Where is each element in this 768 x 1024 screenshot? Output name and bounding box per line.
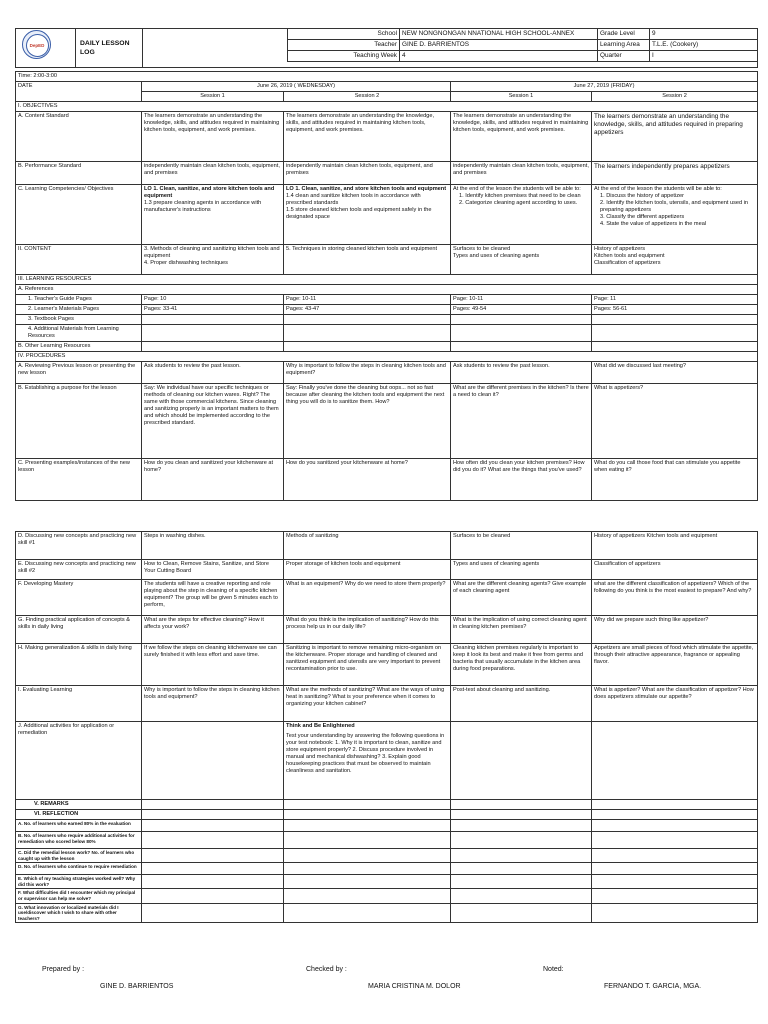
quarter-value: I bbox=[650, 51, 758, 62]
purpose-cell: What are the different premises in the kitchen? Is there a need to clean it? bbox=[451, 384, 592, 459]
learning-area-value: T.L.E. (Cookery) bbox=[650, 40, 758, 51]
school-label: School bbox=[288, 29, 400, 40]
date-label: DATE bbox=[16, 82, 142, 102]
procedures-heading: IV. PROCEDURES bbox=[16, 352, 758, 362]
competency-item: 1.4 clean and sanitize kitchen tools in accordance with prescribed standards bbox=[286, 193, 421, 206]
performance-standard-cell: The learners independently prepares appetizers bbox=[592, 162, 758, 185]
discussing-2-cell: Classification of appetizers bbox=[592, 560, 758, 580]
daily-lesson-log-title: DAILY LESSON LOG bbox=[76, 29, 143, 68]
evaluating-cell: What is appetizer? What are the classification of appetizer? How does appetizers stimulate our appetite? bbox=[592, 686, 758, 722]
competency-item: 2. Identify the kitchen tools, utensils, and equipment used in preparing appetizers bbox=[600, 200, 749, 213]
quarter-label: Quarter bbox=[598, 51, 650, 62]
teacher-value: GINE D. BARRIENTOS bbox=[400, 40, 598, 51]
competency-item: 1.5 store cleaned kitchen tools and equipment safely in the designated space bbox=[286, 207, 432, 220]
grade-level-value: 9 bbox=[650, 29, 758, 40]
reflection-item: E. Which of my teaching strategies worked well? Why did this work? bbox=[16, 875, 142, 889]
developing-mastery-cell: What is an equipment? Why do we need to store them properly? bbox=[284, 580, 451, 616]
content-cell: 3. Methods of cleaning and sanitizing kitchen tools and equipment 4. Proper dishwashing techniques bbox=[142, 245, 284, 275]
references-heading: A. References bbox=[16, 285, 758, 295]
reflection-label: VI. REFLECTION bbox=[16, 810, 142, 820]
teaching-week-value: 4 bbox=[400, 51, 598, 62]
presenting-cell: How do you clean and sanitized your kitchenware at home? bbox=[142, 459, 284, 501]
content-cell: 5. Techniques in storing cleaned kitchen tools and equipment bbox=[284, 245, 451, 275]
school-value: NEW NONGNONGAN NNATIONAL HIGH SCHOOL-ANNEX bbox=[400, 29, 598, 40]
content-standard-cell: The learners demonstrate an understanding the knowledge, skills, and attitudes required in maintaining kitchen tools, equipment, and work premises. bbox=[451, 112, 592, 162]
practical-application-cell: Why did we prepare such thing like appetizer? bbox=[592, 616, 758, 644]
teachers-guide-cell: Page: 10-11 bbox=[451, 295, 592, 305]
developing-mastery-cell: what are the different classification of appetizers? Which of the following do you think is the most easiest to prepare? And why? bbox=[592, 580, 758, 616]
learning-area-label: Learning Area bbox=[598, 40, 650, 51]
grade-level-label: Grade Level bbox=[598, 29, 650, 40]
other-resources-label: B. Other Learning Resources bbox=[16, 342, 142, 352]
session-2-label: Session 2 bbox=[592, 92, 758, 102]
competency-item: 3. Classify the different appetizers bbox=[600, 214, 685, 220]
reviewing-cell: What did we discussed last meeting? bbox=[592, 362, 758, 384]
teacher-label: Teacher bbox=[288, 40, 400, 51]
reflection-item: F. What difficulties did I encounter which my principal or supervisor can help me solve? bbox=[16, 889, 142, 903]
discussing-1-cell: Methods of sanitizing bbox=[284, 532, 451, 560]
discussing-1-cell: Steps in washing dishes. bbox=[142, 532, 284, 560]
date-friday: June 27, 2019 (FRIDAY) bbox=[451, 82, 758, 92]
reflection-item: A. No. of learners who earned 80% in the evaluation bbox=[16, 820, 142, 832]
presenting-cell: How do you sanitized your kitchenware at home? bbox=[284, 459, 451, 501]
generalization-label: H. Making generalization & skills in daily living bbox=[16, 644, 142, 686]
competencies-cell bbox=[284, 185, 451, 245]
practical-application-cell: What is the implication of using correct cleaning agent in cleaning kitchen premises? bbox=[451, 616, 592, 644]
evaluating-cell: Why is important to follow the steps in cleaning kitchen tools and equipment? bbox=[142, 686, 284, 722]
reviewing-cell: Ask students to review the past lesson. bbox=[142, 362, 284, 384]
discussing-1-cell: Surfaces to be cleaned bbox=[451, 532, 592, 560]
noted-name: FERNANDO T. GARCIA, MGA. bbox=[604, 983, 702, 990]
discussing-2-cell: Types and uses of cleaning agents bbox=[451, 560, 592, 580]
teaching-week-label: Teaching Week bbox=[288, 51, 400, 62]
generalization-cell: Cleaning kitchen premises regularly is important to keep it look its best and make it free from germs and bacteria that usually accumulate in the kitchen area during food preparations. bbox=[451, 644, 592, 686]
reviewing-cell: Ask students to review the past lesson. bbox=[451, 362, 592, 384]
reflection-item: C. Did the remedial lesson work? No. of learners who caught up with the lesson bbox=[16, 849, 142, 863]
lesson-table-page-1 bbox=[15, 71, 758, 501]
content-cell: Surfaces to be cleaned Types and uses of cleaning agents bbox=[451, 245, 592, 275]
competency-lo: LO 1. Clean, sanitize, and store kitchen tools and equipment bbox=[144, 186, 275, 199]
competencies-cell bbox=[142, 185, 284, 245]
performance-standard-cell: independently maintain clean kitchen tools, equipment, and premises bbox=[451, 162, 592, 185]
content-standard-label: A. Content Standard bbox=[16, 112, 142, 162]
header-table bbox=[15, 28, 758, 68]
competency-intro: At the end of the lesson the students will be able to: bbox=[594, 186, 722, 192]
teachers-guide-cell: Page: 10 bbox=[142, 295, 284, 305]
evaluating-cell: Post-test about cleaning and sanitizing. bbox=[451, 686, 592, 722]
deped-logo-text: DepED bbox=[29, 43, 45, 48]
practical-application-cell: What are the steps for effective cleaning? How it affects your work? bbox=[142, 616, 284, 644]
evaluating-cell: What are the methods of sanitizing? What are the ways of using heat in sanitizing? What is your preference when it comes to organizing your kitchen cabinet? bbox=[284, 686, 451, 722]
additional-activities-label: J. Additional activities for application or remediation bbox=[16, 722, 142, 800]
competency-item: 4. State the value of appetizers in the meal bbox=[600, 221, 707, 227]
discussing-1-label: D. Discussing new concepts and practicing new skill #1 bbox=[16, 532, 142, 560]
purpose-label: B. Establishing a purpose for the lesson bbox=[16, 384, 142, 459]
developing-mastery-label: F. Developing Mastery bbox=[16, 580, 142, 616]
presenting-cell: How often did you clean your kitchen premises? How did you do it? What are the things that you've used? bbox=[451, 459, 592, 501]
learners-materials-cell: Pages: 49-54 bbox=[451, 305, 592, 315]
reviewing-label: A. Reviewing Previous lesson or presenting the new lesson bbox=[16, 362, 142, 384]
performance-standard-cell: independently maintain clean kitchen tools, equipment, and premises bbox=[142, 162, 284, 185]
learners-materials-cell: Pages: 43-47 bbox=[284, 305, 451, 315]
discussing-2-cell: How to Clean, Remove Stains, Sanitize, and Store Your Cutting Board bbox=[142, 560, 284, 580]
reflection-item: B. No. of learners who require additional activities for remediation who scored below 80% bbox=[16, 832, 142, 849]
practical-application-label: G. Finding practical application of concepts & skills in daily living bbox=[16, 616, 142, 644]
learners-materials-cell: Pages: 33-41 bbox=[142, 305, 284, 315]
reflection-item: G. What innovation or localized materials did I use/discover which I wish to share with other teachers? bbox=[16, 903, 142, 923]
practical-application-cell: What do you think is the implication of sanitizing? How do this process help us in our daily life? bbox=[284, 616, 451, 644]
developing-mastery-cell: What are the different cleaning agents? Give example of each cleaning agent bbox=[451, 580, 592, 616]
additional-materials-label: 4. Additional Materials from Learning Resources bbox=[16, 325, 142, 342]
time-row: Time: 2:00-3:00 bbox=[16, 72, 758, 82]
learners-materials-label: 2. Learner's Materials Pages bbox=[16, 305, 142, 315]
content-standard-cell: The learners demonstrate an understanding the knowledge, skills, and attitudes required in maintaining kitchen tools, equipment, and work premises. bbox=[284, 112, 451, 162]
developing-mastery-cell: The students will have a creative reporting and role playing about the step in cleaning of a specific kitchen equipment? The group will be given 5 minutes each to perform, bbox=[142, 580, 284, 616]
evaluating-label: I. Evaluating Learning bbox=[16, 686, 142, 722]
teachers-guide-cell: Page: 10-11 bbox=[284, 295, 451, 305]
additional-activities-cell bbox=[284, 722, 451, 800]
content-cell: History of appetizers Kitchen tools and equipment Classification of appetizers bbox=[592, 245, 758, 275]
generalization-cell: If we follow the steps on cleaning kitchenware we can surely finished it with less effort and save time. bbox=[142, 644, 284, 686]
reviewing-cell: Why is important to follow the steps in cleaning kitchen tools and equipment? bbox=[284, 362, 451, 384]
checked-by-name: MARIA CRISTINA M. DOLOR bbox=[368, 983, 461, 990]
purpose-cell: Say: Finally you've done the cleaning but oops... not so fast because after cleaning the kitchen tools and equipment the next thing you will do is to sanitize them. How? bbox=[284, 384, 451, 459]
purpose-cell: What is appetizers? bbox=[592, 384, 758, 459]
think-title: Think and Be Enlightened bbox=[286, 723, 355, 729]
presenting-cell: What do you call those food that can stimulate you appetite when eating it? bbox=[592, 459, 758, 501]
presenting-label: C. Presenting examples/instances of the new lesson bbox=[16, 459, 142, 501]
teachers-guide-cell: Page: 11 bbox=[592, 295, 758, 305]
session-1-label: Session 1 bbox=[451, 92, 592, 102]
textbook-label: 3. Textbook Pages bbox=[16, 315, 142, 325]
performance-standard-label: B. Performance Standard bbox=[16, 162, 142, 185]
noted-label: Noted: bbox=[543, 966, 564, 973]
discussing-1-cell: History of appetizers Kitchen tools and equipment bbox=[592, 532, 758, 560]
performance-standard-cell: independently maintain clean kitchen tools, equipment, and premises bbox=[284, 162, 451, 185]
remarks-label: V. REMARKS bbox=[16, 800, 142, 810]
competency-intro: At the end of the lesson the students will be able to: bbox=[453, 186, 581, 192]
discussing-2-label: E. Discussing new concepts and practicing new skill #2 bbox=[16, 560, 142, 580]
checked-by-label: Checked by : bbox=[306, 966, 347, 973]
generalization-cell: Sanitizing is important to remove remaining micro-organism on the kitchenware. Proper storage and handling of cleaned and sanitized equipment and utensils are very important to prevent recontamination prior to use. bbox=[284, 644, 451, 686]
session-2-label: Session 2 bbox=[284, 92, 451, 102]
generalization-cell: Appetizers are small pieces of food which stimulate the appetite, through their attractive appearance, fragrance or appealing flavor. bbox=[592, 644, 758, 686]
date-wednesday: June 26, 2019 ( WEDNESDAY) bbox=[142, 82, 451, 92]
competency-lo: LO 1. Clean, sanitize, and store kitchen tools and equipment bbox=[286, 186, 447, 192]
objectives-heading: I. OBJECTIVES bbox=[16, 102, 758, 112]
prepared-by-label: Prepared by : bbox=[42, 966, 85, 973]
competencies-label: C. Learning Competencies/ Objectives bbox=[16, 185, 142, 245]
purpose-cell: Say: We individual have our specific techniques or methods of cleaning our kitchen wares. Right? The same with those commercial kitchens. Since cleaning and sanitizing properly is an important matters to them and which should be implemented according to the prescribed standard. bbox=[142, 384, 284, 459]
reflection-item: D. No. of learners who continue to require remediation bbox=[16, 863, 142, 875]
discussing-2-cell: Proper storage of kitchen tools and equipment bbox=[284, 560, 451, 580]
resources-heading: III. LEARNING RESOURCES bbox=[16, 275, 758, 285]
content-standard-cell: The learners demonstrate an understanding the knowledge, skills, and attitudes required in preparing appetizers bbox=[592, 112, 758, 162]
competencies-cell bbox=[592, 185, 758, 245]
competency-item: 2. Categorize cleaning agent according to uses. bbox=[459, 200, 578, 206]
learners-materials-cell: Pages: 56-61 bbox=[592, 305, 758, 315]
competencies-cell bbox=[451, 185, 592, 245]
session-1-label: Session 1 bbox=[142, 92, 284, 102]
think-text: Test your understanding by answering the following questions in your test notebook: 1. Why it is important to clean, sanitize and store equipment properly? 2. Discuss procedure involved in manual and mechanical dishwashing? 3. Explain good housekeeping practices that must be observed to maintain cleanliness and sanitation. bbox=[286, 733, 445, 774]
content-label: II. CONTENT bbox=[16, 245, 142, 275]
content-standard-cell: The learners demonstrate an understanding the knowledge, skills, and attitudes required in maintaining kitchen tools, equipment, and work premises. bbox=[142, 112, 284, 162]
prepared-by-name: GINE D. BARRIENTOS bbox=[100, 983, 174, 990]
competency-item: 1. Identify kitchen premises that need to be clean bbox=[459, 193, 581, 199]
competency-item: 1.3 prepare cleaning agents in accordance with manufacturer's instructions bbox=[144, 200, 262, 213]
teachers-guide-label: 1. Teacher's Guide Pages bbox=[16, 295, 142, 305]
lesson-table-page-2 bbox=[15, 531, 758, 923]
competency-item: 1. Discuss the history of appetizer bbox=[600, 193, 684, 199]
